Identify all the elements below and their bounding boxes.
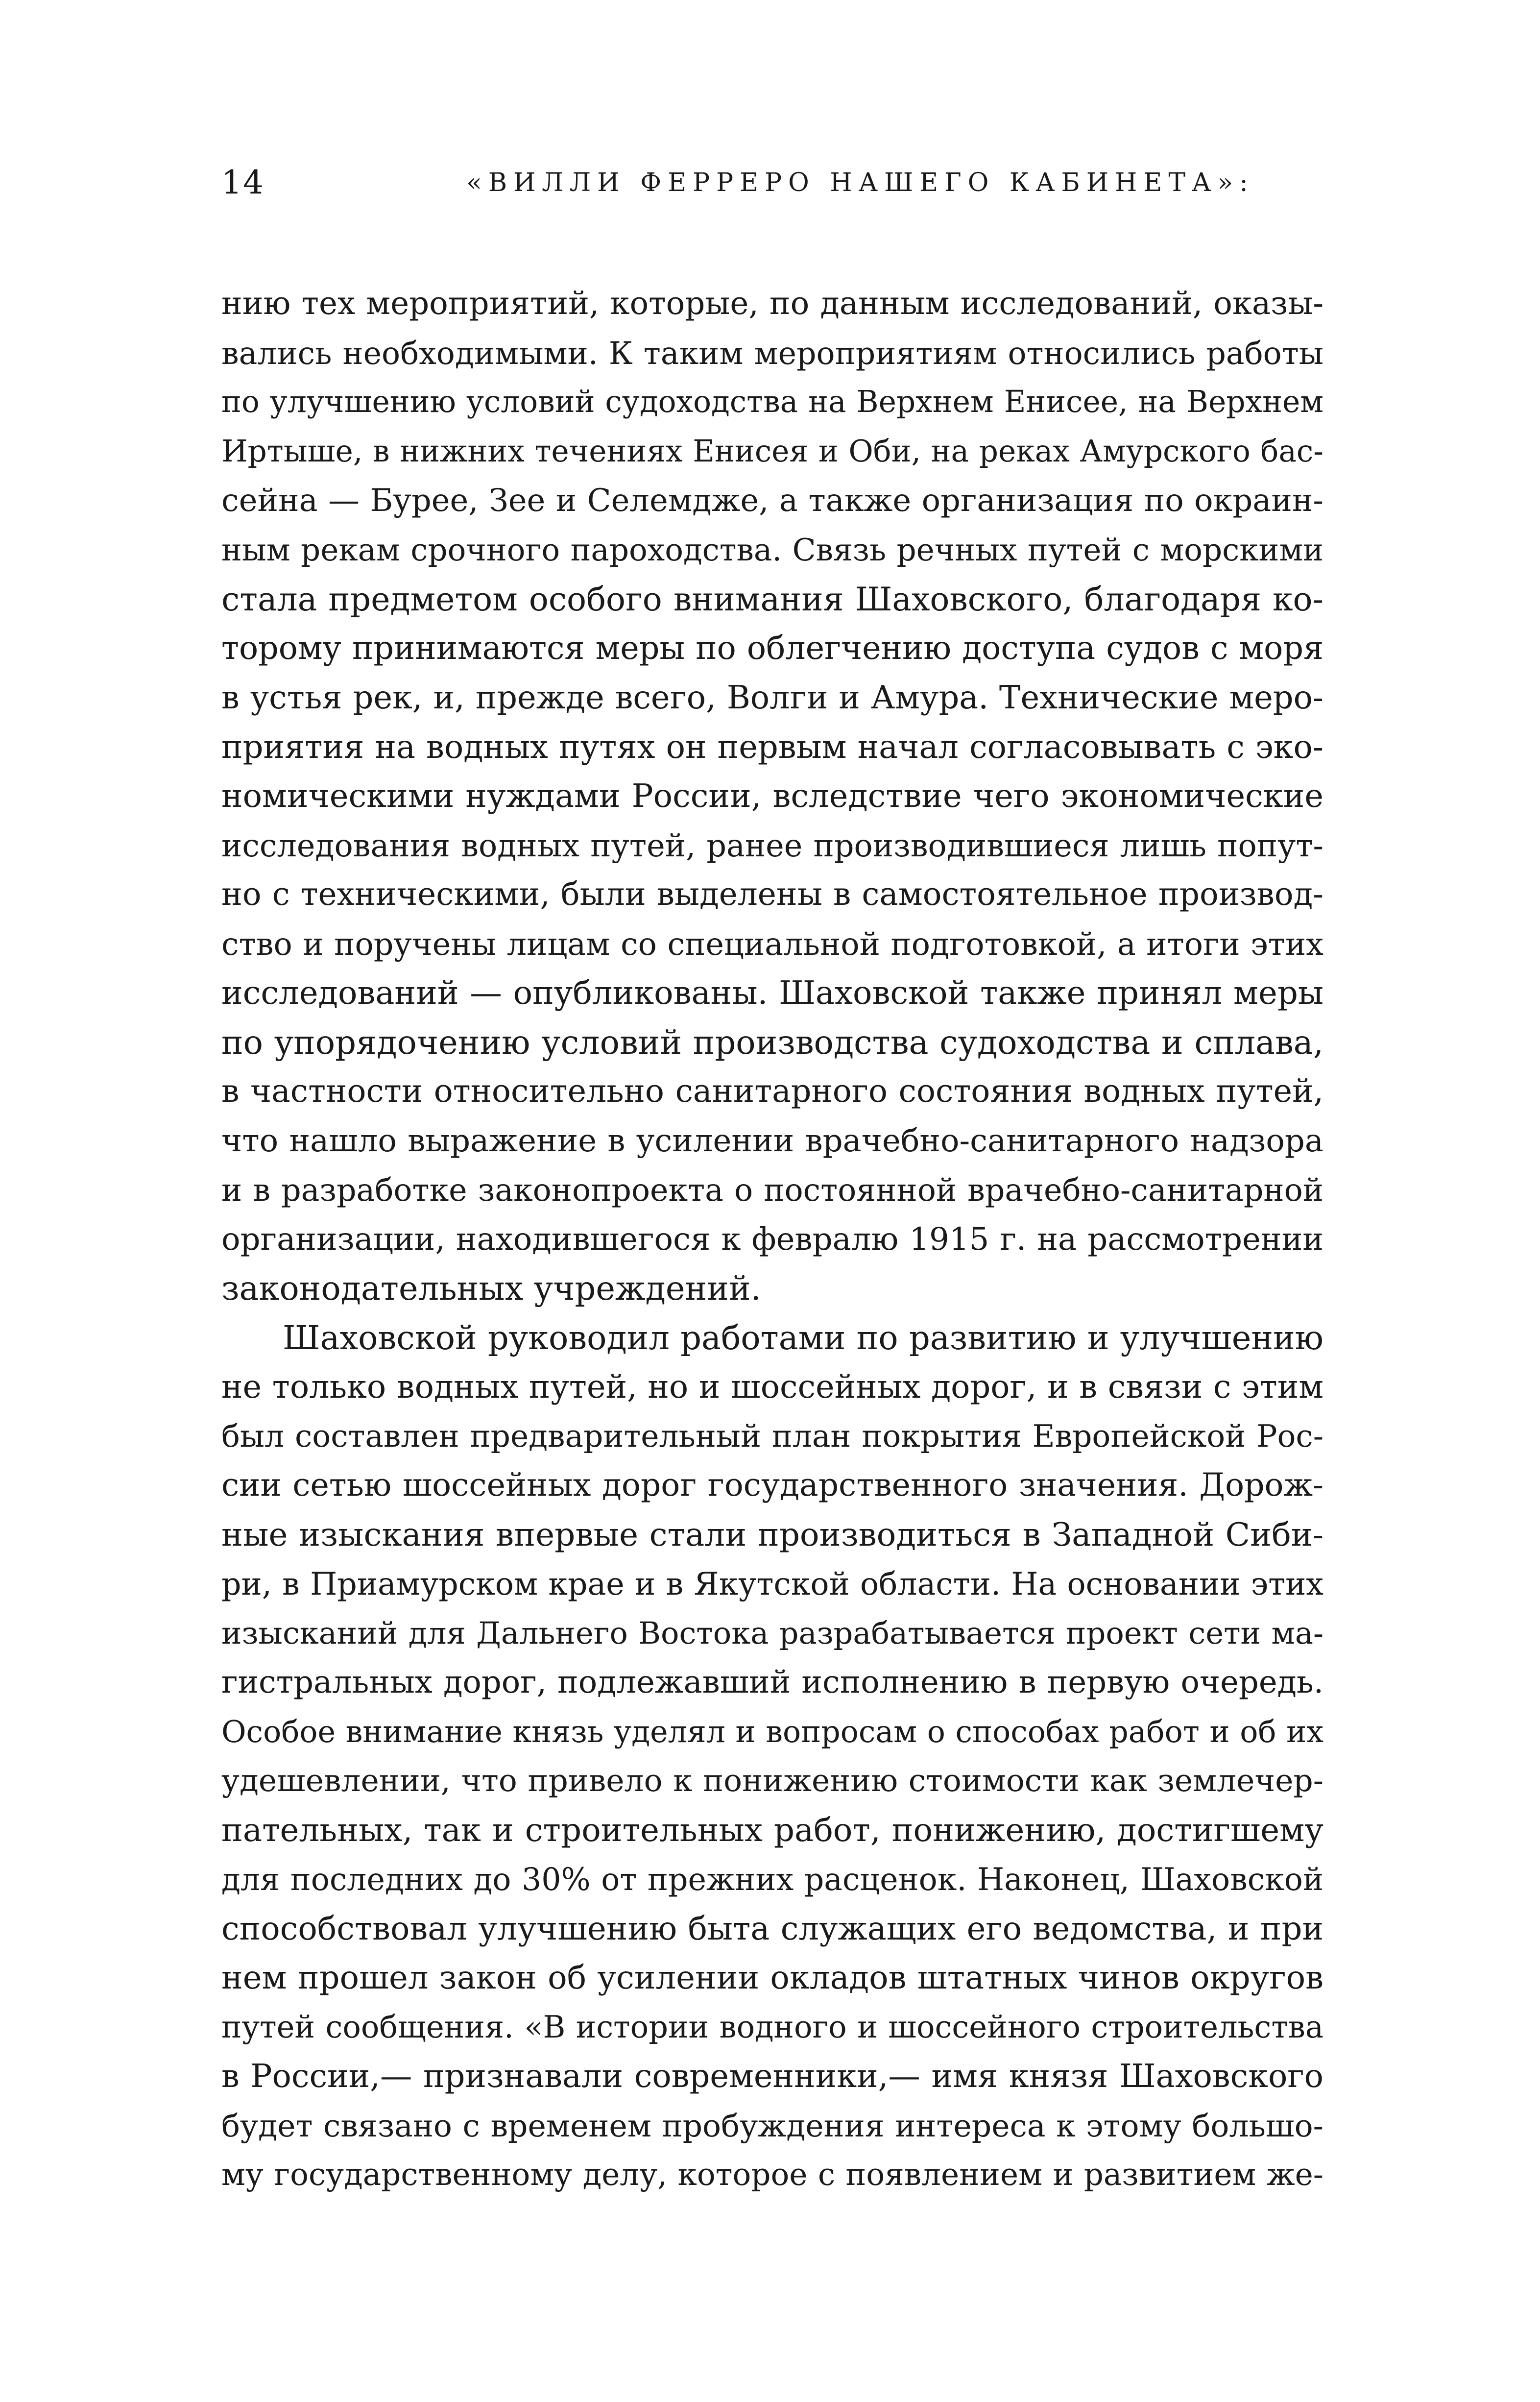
running-head bbox=[221, 156, 1323, 210]
text-line: в частности относительно санитарного состояния водных путей, bbox=[221, 1073, 1323, 1110]
text-line: гистральных дорог, подлежавший исполнению в первую очередь. bbox=[221, 1664, 1323, 1700]
text-line: исследования водных путей, ранее производившиеся лишь попут- bbox=[221, 827, 1323, 864]
text-line: по упорядочению условий производства судоходства и сплава, bbox=[221, 1023, 1323, 1062]
text-line: нем прошел закон об усилении окладов штатных чинов округов bbox=[221, 1959, 1323, 1996]
text-line: но с техническими, были выделены в самостоятельное производ- bbox=[221, 876, 1323, 913]
text-line: и в разработке законопроекта о постоянной врачебно-санитарной bbox=[221, 1172, 1323, 1208]
text-line: ство и поручены лицам со специальной подготовкой, а итоги этих bbox=[221, 925, 1323, 962]
text-line: в устья рек, и, прежде всего, Волги и Амура. Технические меро- bbox=[221, 679, 1323, 716]
text-line: организации, находившегося к февралю 1915 г. на рассмотрении bbox=[221, 1221, 1323, 1258]
text-line: торому принимаются меры по облегчению доступа судов с моря bbox=[221, 630, 1323, 667]
running-title: «ВИЛЛИ ФЕРРЕРО НАШЕГО КАБИНЕТА»: bbox=[466, 168, 1254, 197]
text-line: нию тех мероприятий, которые, по данным исследований, оказы- bbox=[221, 285, 1323, 322]
text-line: ным рекам срочного пароходства. Связь речных путей с морскими bbox=[221, 532, 1323, 568]
text-line: способствовал улучшению быта служащих его ведомства, и при bbox=[221, 1910, 1323, 1947]
text-line: был составлен предварительный план покрытия Европейской Рос- bbox=[221, 1418, 1323, 1454]
text-line: Особое внимание князь уделял и вопросам о способах работ и об их bbox=[221, 1714, 1323, 1749]
text-line: ные изыскания впервые стали производиться в Западной Сиби- bbox=[221, 1515, 1323, 1553]
text-line: вались необходимыми. К таким мероприятиям относились работы bbox=[221, 335, 1323, 371]
text-line: исследований — опубликованы. Шаховской также принял меры bbox=[221, 974, 1323, 1012]
page-number: 14 bbox=[221, 164, 265, 201]
text-line: в России,— признавали современники,— имя князя Шаховского bbox=[221, 2058, 1323, 2095]
text-line: номическими нуждами России, вследствие чего экономические bbox=[221, 777, 1323, 815]
text-line: сейна — Бурее, Зее и Селемдже, а также организация по окраин- bbox=[221, 483, 1323, 519]
text-line: сии сетью шоссейных дорог государственного значения. Дорож- bbox=[221, 1467, 1323, 1504]
text-line: для последних до 30% от прежних расценок. Наконец, Шаховской bbox=[221, 1861, 1323, 1897]
text-line: будет связано с временем пробуждения интереса к этому большо- bbox=[221, 2107, 1323, 2144]
paragraph-end-line: законодательных учреждений. bbox=[221, 1269, 761, 1308]
paragraph-start-line: Шаховской руководил работами по развитию и улучшению bbox=[283, 1318, 1323, 1357]
text-line: приятия на водных путях он первым начал согласовывать с эко- bbox=[221, 728, 1323, 766]
text-line: по улучшению условий судоходства на Верхнем Енисее, на Верхнем bbox=[221, 385, 1323, 419]
text-line: что нашло выражение в усилении врачебно-санитарного надзора bbox=[221, 1122, 1323, 1159]
text-line: ри, в Приамурском крае и в Якутской области. На основании этих bbox=[221, 1566, 1323, 1602]
text-line: му государственному делу, которое с появлением и развитием же- bbox=[221, 2157, 1323, 2192]
text-line: путей сообщения. «В истории водного и шоссейного строительства bbox=[221, 2009, 1323, 2045]
text-line: пательных, так и строительных работ, понижению, достигшему bbox=[221, 1811, 1323, 1849]
text-line: не только водных путей, но и шоссейных дорог, и в связи с этим bbox=[221, 1368, 1323, 1406]
text-line: Иртыше, в нижних течениях Енисея и Оби, на реках Амурского бас- bbox=[221, 434, 1323, 469]
text-line: стала предметом особого внимания Шаховского, благодаря ко- bbox=[221, 580, 1323, 618]
text-line: удешевлении, что привело к понижению стоимости как землечер- bbox=[221, 1763, 1323, 1798]
body-text bbox=[221, 279, 1323, 2200]
text-line: изысканий для Дальнего Востока разрабатывается проект сети ма- bbox=[221, 1615, 1323, 1651]
